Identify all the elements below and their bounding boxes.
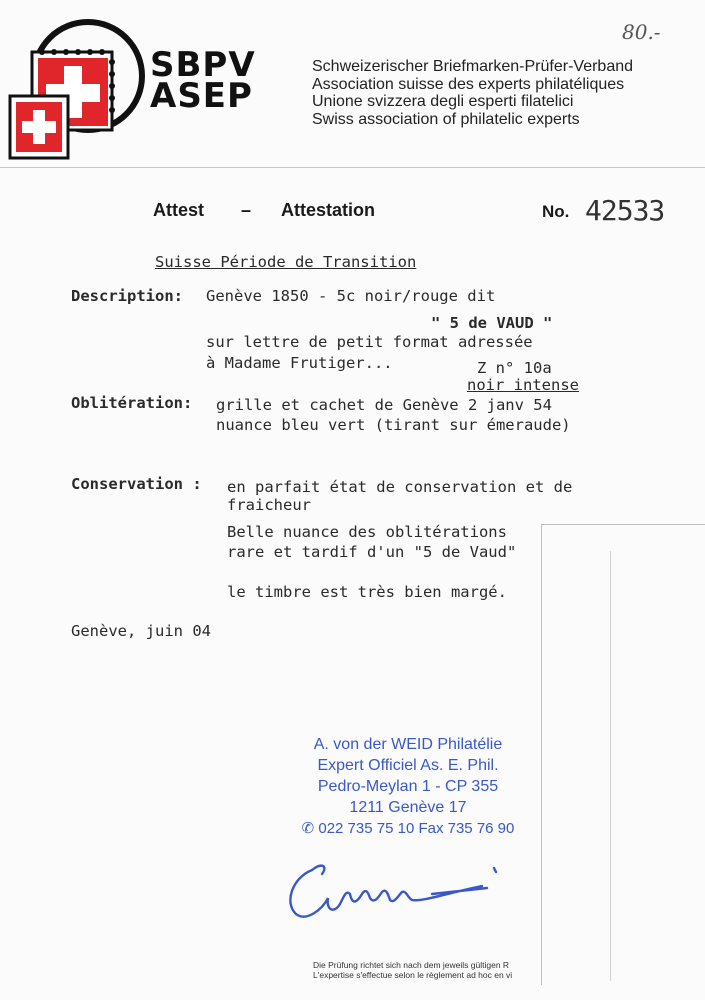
catalog-reference: Z n° 10a (477, 359, 552, 377)
obliteration-label: Oblitération: (71, 394, 193, 412)
stamp-line-2: Expert Officiel As. E. Phil. (317, 757, 499, 774)
certificate-number-label: No. (542, 202, 570, 221)
conservation-line-4: rare et tardif d'un "5 de Vaud" (227, 543, 517, 561)
sbpv-logo (6, 14, 146, 164)
obliteration-line-2: nuance bleu vert (tirant sur émeraude) (216, 416, 571, 434)
header-line-french: Association suisse des experts philatéliques (312, 75, 625, 93)
price-note-text: 80.- (622, 20, 661, 44)
conservation-line-3: Belle nuance des oblitérations (227, 523, 507, 541)
header-association-names (312, 58, 633, 128)
signature (282, 848, 532, 933)
stamp-line-3: Pedro-Meylan 1 - CP 355 (317, 778, 499, 795)
swiss-stamp-logo-icon (6, 14, 146, 164)
title-attestation: Attestation (281, 200, 375, 220)
conservation-line-2: fraicheur (227, 496, 311, 514)
header-line-italian: Unione svizzera degli esperti filatelici (312, 93, 574, 110)
description-line-1: Genève 1850 - 5c noir/rouge dit (206, 287, 496, 305)
conservation-line-5: le timbre est très bien margé. (227, 583, 507, 601)
description-quote: " 5 de VAUD " (431, 314, 553, 332)
catalog-note: noir intense (467, 376, 579, 394)
place-and-date: Genève, juin 04 (71, 622, 211, 640)
conservation-label: Conservation : (71, 475, 202, 493)
stamp-line-1: A. von der WEID Philatélie (313, 736, 503, 753)
description-line-3: à Madame Frutiger... (206, 354, 393, 372)
stamp-line-5: ✆ 022 735 75 10 Fax 735 76 90 (301, 820, 515, 837)
photo-frame-inner-line (610, 551, 611, 981)
expert-stamp (273, 734, 543, 840)
logo-wordmark (150, 45, 256, 116)
stamp-line-4: 1211 Genève 17 (349, 799, 467, 816)
document-heading: Suisse Période de Transition (155, 253, 417, 271)
footer-line-german: Die Prüfung richtet sich nach dem jeweils gültigen R (313, 960, 510, 970)
header-divider (0, 167, 705, 168)
footer-notes (313, 960, 512, 980)
footer-line-french: L'expertise s'effectue selon le règlement ad hoc en vi (313, 970, 513, 980)
header-line-german: Schweizerischer Briefmarken-Prüfer-Verband (312, 58, 634, 75)
title-attest: Attest (153, 200, 205, 220)
certificate-number: 42533 (585, 194, 665, 227)
logo-asep-text: ASEP (150, 76, 253, 116)
description-line-2: sur lettre de petit format adressée (206, 333, 533, 351)
signature-icon (282, 848, 532, 928)
header-line-english: Swiss association of philatelic experts (312, 110, 580, 128)
corner-price-note (622, 20, 661, 44)
logo-sbpv-text: SBPV (150, 45, 256, 85)
description-label: Description: (71, 287, 183, 305)
conservation-line-1: en parfait état de conservation et de (227, 478, 573, 496)
photo-frame (541, 524, 705, 985)
obliteration-line-1: grille et cachet de Genève 2 janv 54 (216, 396, 552, 414)
title-dash: – (241, 200, 252, 220)
